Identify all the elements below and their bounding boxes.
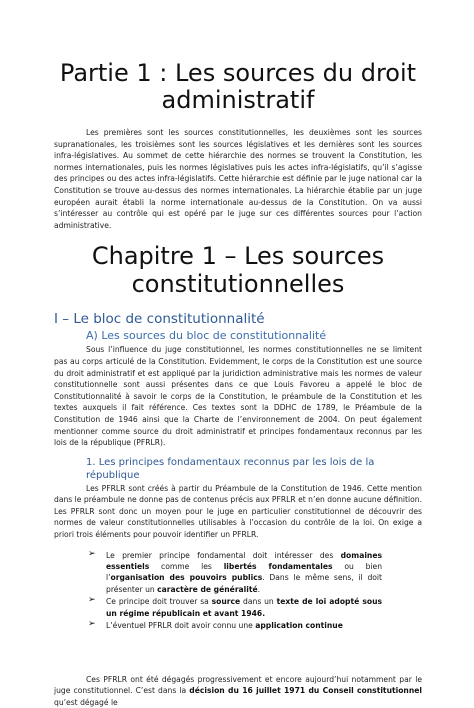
- part-title-line2: administratif: [162, 86, 315, 114]
- bullet-bold-text: organisation des pouvoirs publics: [111, 573, 263, 582]
- bullet-bold-text: domaines essentiels: [106, 551, 382, 571]
- closing-text: qu’est dégagé le: [54, 698, 118, 707]
- arrow-bullet-icon: ➢: [88, 549, 96, 560]
- subsection-heading: A) Les sources du bloc de constitutionnalité: [54, 329, 422, 343]
- arrow-bullet-icon: ➢: [88, 595, 96, 606]
- bullet-text: comme les: [149, 562, 223, 571]
- closing-bold-text: décision du 16 juillet 1971 du Conseil constitutionnel: [189, 686, 422, 695]
- bullet-text: . Dans le même sens, il doit présenter un: [106, 573, 382, 593]
- bullet-text: .: [258, 585, 260, 594]
- list-item: [54, 596, 422, 619]
- part-title-line1: Partie 1 : Les sources du droit: [60, 59, 416, 87]
- paragraph-pfrlr: Les PFRLR sont créés à partir du Préambule de la Constitution de 1946. Cette mention dans le préambule ne donne pas de contenus précis aux PFRLR et n’en donne aucune définition. Les PFRLR sont donc un moyen pour le juge en particulier constitutionnel de découvrir des normes de valeur constitutionnelles utilisables à l’occasion du contrôle de la loi. On exige a priori trois éléments pour pouvoir identifier un PFRLR.: [54, 483, 422, 541]
- point-heading: 1. Les principes fondamentaux reconnus par les lois de la république: [54, 456, 422, 482]
- bullet-text: ou bien l’: [106, 562, 382, 582]
- paragraph-bloc-constitutionnalite: Sous l’influence du juge constitutionnel, les normes constitutionnelles ne se limitent pas au corps articulé de la Constitution. Evidemment, le corps de la Constitution est une source du droit administratif et est appliqué par la juridiction administrative mais les normes de valeur constitutionnelle sont aussi présentes dans ce que Louis Favoreu a appelé le bloc de Constitutionnalité à savoir le corps de la Constitution, le préambule de la Constitution et les textes auxquels il fait référence. Ces textes sont la DDHC de 1789, le Préambule de la Constitution de 1946 ainsi que la Charte de l’environnement de 2004. On peut également mentionner comme source du droit administratif et principes fondamentaux reconnus par les lois de la république (PFRLR).: [54, 344, 422, 448]
- bullet-text: Le premier principe fondamental doit intéresser des: [106, 551, 341, 560]
- list-item: [54, 620, 422, 631]
- chapter-title: [54, 242, 422, 298]
- bullet-text: dans un: [240, 597, 276, 606]
- closing-text: Ces PFRLR ont été dégagés progressivement et encore aujourd’hui notamment par le juge constitutionnel. C’est dans la: [54, 675, 422, 696]
- closing-paragraph: [54, 674, 422, 708]
- bullet-bold-text: caractère de généralité: [157, 585, 258, 594]
- bullet-bold-text: libertés fondamentales: [224, 562, 333, 571]
- intro-paragraph: Les premières sont les sources constitutionnelles, les deuxièmes sont les sources supranationales, les troisièmes sont les sources législatives et les dernières sont les sources infra-législatives. Au sommet de cette hiérarchie des normes se trouvent la Constitution, les normes internationales, puis les normes législatives puis les actes infra-législatifs, qu’il s’agisse des principes ou des actes infra-législatifs. Cette hiérarchie est définie par le juge national car la Constitution se trouve au-dessus des normes internationales. La hiérarchie établie par un juge européen aurait établi la norme internationale au-dessus de la Constitution. On va aussi s’intéresser au contrôle qui est opéré par le juge sur ces différentes sources pour l’action administrative.: [54, 127, 422, 231]
- chapter-title-line1: Chapitre 1 – Les sources: [92, 242, 384, 270]
- criteria-list: [54, 550, 422, 632]
- bullet-text: L’éventuel PFRLR doit avoir connu une: [106, 621, 255, 630]
- bullet-bold-text: source: [212, 597, 241, 606]
- arrow-bullet-icon: ➢: [88, 619, 96, 630]
- bullet-bold-text: application continue: [255, 621, 343, 630]
- bullet-text: Ce principe doit trouver sa: [106, 597, 212, 606]
- section-heading: I – Le bloc de constitutionnalité: [54, 311, 422, 327]
- part-title: [54, 0, 422, 114]
- chapter-title-line2: constitutionnelles: [132, 270, 345, 298]
- list-item: [54, 550, 422, 596]
- bullet-bold-text: texte de loi adopté sous un régime républicain et avant 1946.: [106, 597, 382, 617]
